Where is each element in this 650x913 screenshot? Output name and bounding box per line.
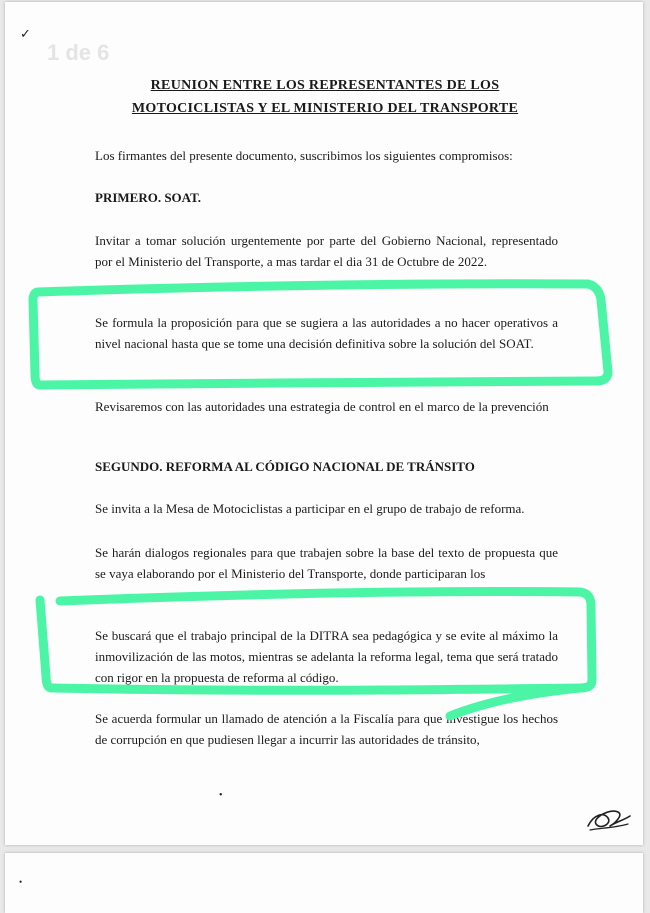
scan-dot: • (219, 790, 223, 801)
intro-paragraph: Los firmantes del presente documento, suscribimos los siguientes compromisos: (95, 148, 513, 163)
scan-dot-2: • (19, 877, 23, 887)
section-1-paragraph-1: Invitar a tomar solución urgentemente por parte del Gobierno Nacional, representado por el Ministerio del Transporte, a mas tardar el dia 31 de Octubre de 2022. (95, 233, 558, 269)
section-2-paragraph-1: Se invita a la Mesa de Motociclistas a participar en el grupo de trabajo de reforma. (95, 501, 525, 516)
signature-mark (584, 804, 634, 834)
section-1-paragraph-2: Se formula la proposición para que se sugiera a las autoridades a no hacer operativos a nivel nacional hasta que se tome una decisión definitiva sobre la solución del SOAT. (95, 315, 558, 351)
highlight-box-2 (40, 591, 592, 716)
scan-mark: ✓ (20, 26, 31, 41)
section-2-paragraph-3: Se buscará que el trabajo principal de la DITRA sea pedagógica y se evite al máximo la inmovilización de las motos, mientras se adelanta la reforma legal, tema que será tratado con rigor en la propuesta de reforma al código. (95, 628, 558, 685)
page-indicator: 1 de 6 (47, 40, 110, 65)
section-2-heading: SEGUNDO. REFORMA AL CÓDIGO NACIONAL DE TRÁNSITO (95, 459, 475, 474)
section-1-heading: PRIMERO. SOAT. (95, 190, 202, 205)
section-1-paragraph-3: Revisaremos con las autoridades una estrategia de control en el marco de la prevención (95, 399, 549, 414)
title-line-2: MOTOCICLISTAS Y EL MINISTERIO DEL TRANSPORTE (131, 101, 519, 116)
section-2-paragraph-4: Se acuerda formular un llamado de atención a la Fiscalía para que investigue los hechos de corrupción en que pudiesen llegar a incurrir las autoridades de tránsito, (95, 711, 558, 747)
title-line-1: REUNION ENTRE LOS REPRESENTANTES DE LOS (150, 78, 500, 93)
highlight-box-1 (33, 284, 608, 385)
section-2-paragraph-2: Se harán dialogos regionales para que trabajen sobre la base del texto de propuesta que se vaya elaborando por el Ministerio del Transporte, donde participaran los (95, 545, 558, 581)
